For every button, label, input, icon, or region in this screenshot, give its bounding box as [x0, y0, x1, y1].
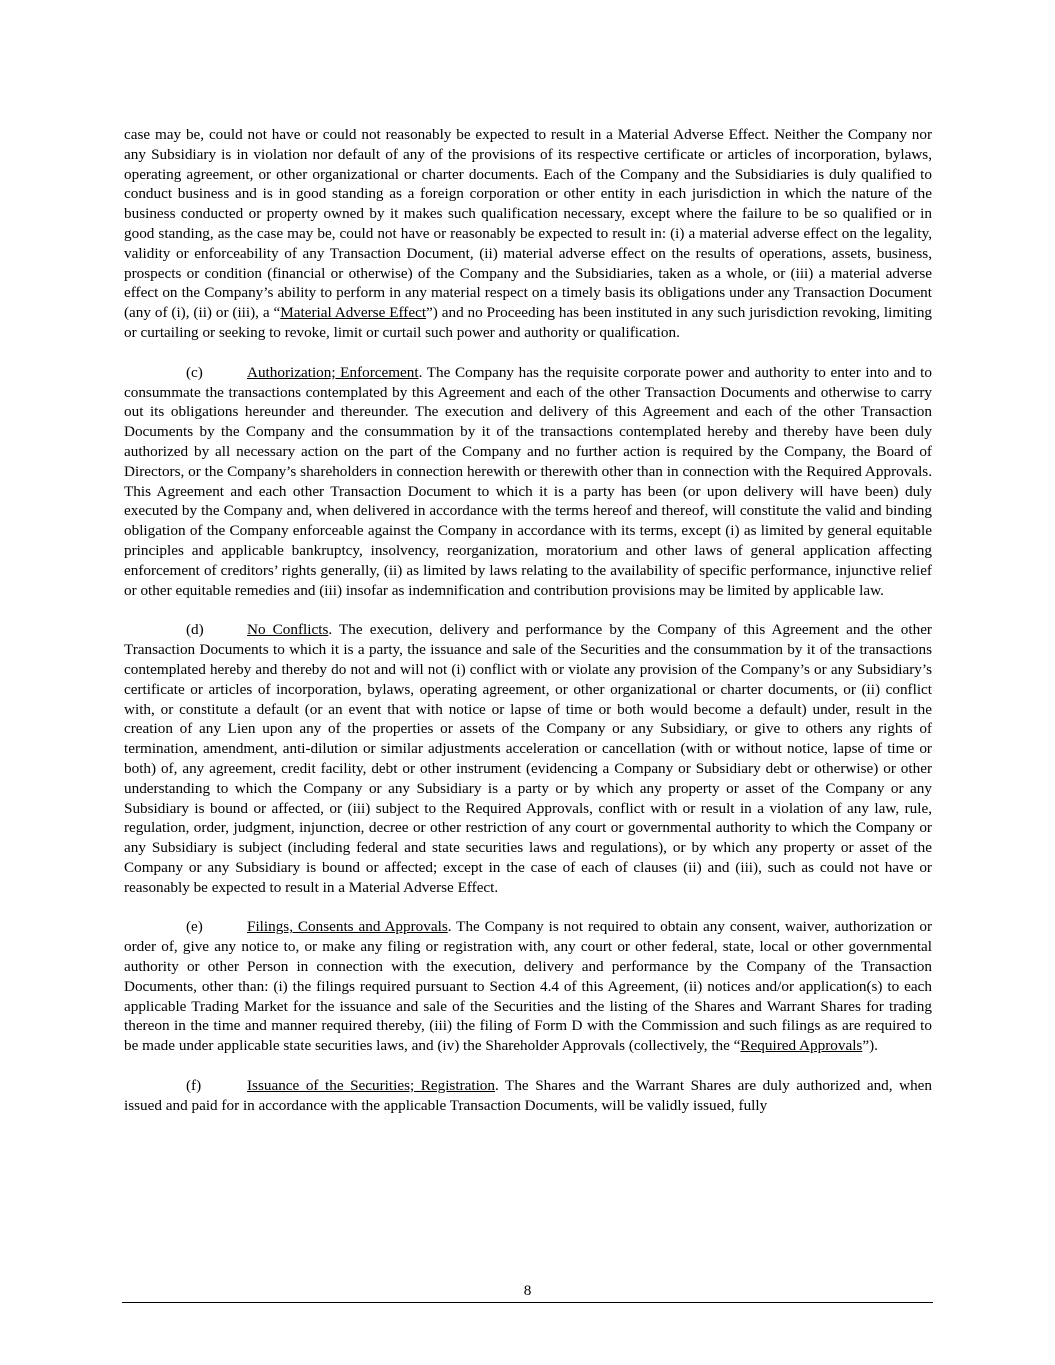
paragraph-continued: [124, 125, 932, 343]
section-e: [124, 917, 932, 1056]
section-body: . The execution, delivery and performance by the Company of this Agreement and the other Transaction Documents to which it is a party, the issuance and sale of the Securities and the consummation by it of the transactions contemplated hereby and thereby do not and will not (i) conflict with or violate any provision of the Company’s or any Subsidiary’s certificate or articles of incorporation, bylaws, operating agreement, or other organizational or charter documents, or (ii) conflict with, or constitute a default (or an event that with notice or lapse of time or both would become a default) under, result in the creation of any Lien upon any of the properties or assets of the Company or any Subsidiary, or give to others any rights of termination, amendment, anti-dilution or similar adjustments acceleration or cancellation (with or without notice, lapse of time or both) of, any agreement, credit facility, debt or other instrument (evidencing a Company or Subsidiary debt or otherwise) or other understanding to which the Company or any Subsidiary is a party or by which any property or asset of the Company or any Subsidiary is bound or affected, or (iii) subject to the Required Approvals, conflict with or result in a violation of any law, rule, regulation, order, judgment, injunction, decree or other restriction of any court or governmental authority to which the Company or any Subsidiary is subject (including federal and state securities laws and regulations), or by which any property or asset of the Company or any Subsidiary is bound or affected; except in the case of each of clauses (ii) and (iii), such as could not have or reasonably be expected to result in a Material Adverse Effect.: [124, 621, 932, 896]
section-body: . The Company is not required to obtain any consent, waiver, authorization or order of, give any notice to, or make any filing or registration with, any court or other federal, state, local or other governmental authority or other Person in connection with the execution, delivery and performance by the Company of the Transaction Documents, other than: (i) the filings required pursuant to Section 4.4 of this Agreement, (ii) notices and/or application(s) to each applicable Trading Market for the issuance and sale of the Securities and the listing of the Shares and Warrant Shares for trading thereon in the time and manner required thereby, (iii) the filing of Form D with the Commission and such filings as are required to be made under applicable state securities laws, and (iv) the Shareholder Approvals (collectively, the “: [124, 918, 932, 1055]
paragraph-text: ”) and no Proceeding has been instituted in any such jurisdiction revoking, limiting or curtailing or seeking to revoke, limit or curtail such power and authority or qualification.: [124, 304, 933, 341]
section-heading: Authorization; Enforcement: [247, 363, 419, 381]
section-heading: Issuance of the Securities; Registration: [247, 1077, 495, 1095]
section-heading: No Conflicts: [247, 621, 329, 639]
section-body-tail: ”).: [862, 1037, 878, 1055]
section-number: (d): [186, 621, 204, 639]
section-heading: Filings, Consents and Approvals: [247, 918, 448, 936]
section-number: (e): [186, 918, 203, 936]
paragraph-text: case may be, could not have or could not reasonably be expected to result in a Material Adverse Effect. Neither the Company nor any Subsidiary is in violation nor default of any of the provisions of its respective certificate or articles of incorporation, bylaws, operating agreement, or other organizational or charter documents. Each of the Company and the Subsidiaries is duly qualified to conduct business and is in good standing as a foreign corporation or other entity in each jurisdiction in which the nature of the business conducted or property owned by it makes such qualification necessary, except where the failure to be so qualified or in good standing, as the case may be, could not have or reasonably be expected to result in: (i) a material adverse effect on the legality, validity or enforceability of any Transaction Document, (ii) material adverse effect on the results of operations, assets, business, prospects or condition (financial or otherwise) of the Company and the Subsidiaries, taken as a whole, or (iii) a material adverse effect on the Company’s ability to perform in any material respect on a timely basis its obligations under any Transaction Document (any of (i), (ii) or (iii), a “: [124, 126, 932, 322]
page-number: 8: [523, 1282, 532, 1299]
defined-term-required-approvals: Required Approvals: [740, 1037, 863, 1055]
section-body: . The Shares and the Warrant Shares are duly authorized and, when issued and paid for in accordance with the applicable Transaction Documents, will be validly issued, fully: [124, 1077, 933, 1114]
document-page: [124, 125, 932, 1116]
section-f: [124, 1076, 932, 1116]
section-c: [124, 363, 932, 601]
section-number: (c): [186, 363, 203, 381]
footer-divider: [122, 1302, 933, 1303]
section-number: (f): [186, 1077, 202, 1095]
section-body: . The Company has the requisite corporate power and authority to enter into and to consummate the transactions contemplated by this Agreement and each of the other Transaction Documents and otherwise to carry out its obligations hereunder and thereunder. The execution and delivery of this Agreement and each of the other Transaction Documents by the Company and the consummation by it of the transactions contemplated hereby and thereby have been duly authorized by all necessary action on the part of the Company and no further action is required by the Company, the Board of Directors, or the Company’s shareholders in connection herewith or therewith other than in connection with the Required Approvals. This Agreement and each other Transaction Document to which it is a party has been (or upon delivery will have been) duly executed by the Company and, when delivered in accordance with the terms hereof and thereof, will constitute the valid and binding obligation of the Company enforceable against the Company in accordance with its terms, except (i) as limited by general equitable principles and applicable bankruptcy, insolvency, reorganization, moratorium and other laws of general application affecting enforcement of creditors’ rights generally, (ii) as limited by laws relating to the availability of specific performance, injunctive relief or other equitable remedies and (iii) insofar as indemnification and contribution provisions may be limited by applicable law.: [124, 363, 932, 599]
defined-term-material-adverse-effect: Material Adverse Effect: [280, 304, 427, 322]
section-d: [124, 620, 932, 897]
